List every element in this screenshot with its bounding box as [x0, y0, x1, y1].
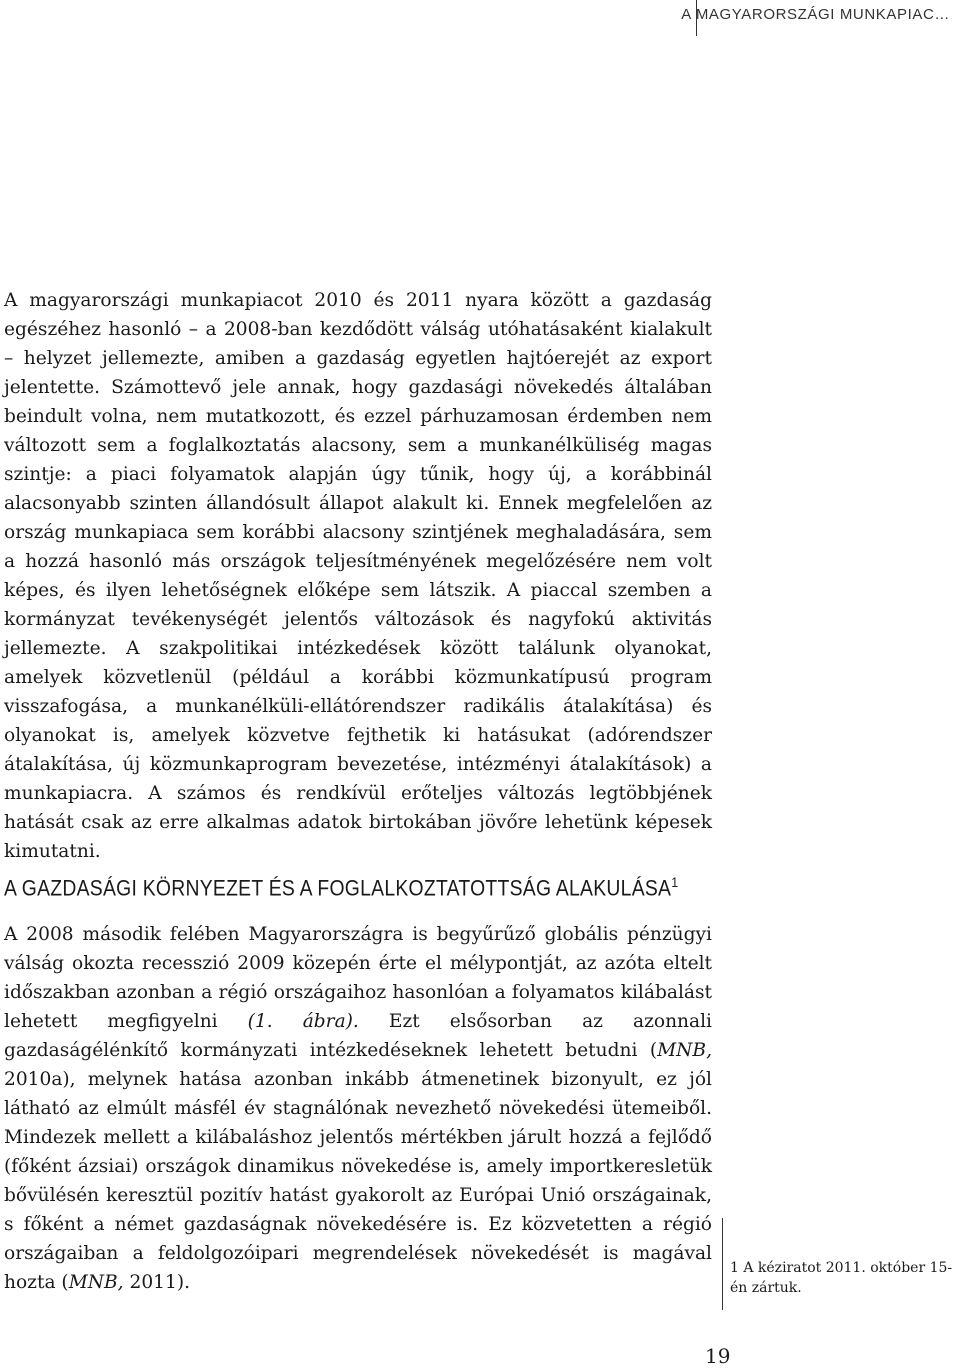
footnote-reference[interactable]: 1	[671, 874, 679, 890]
citation-mnb-2010a: MNB,	[657, 1040, 712, 1061]
section-text-2: Ezt elsősorban az azonnali gazdaságélénkítő kormányzati intézkedéseknek lehetett betudni (	[4, 1011, 712, 1061]
section-text-3: 2010a), melynek hatása azonban inkább átmenetinek bizonyult, ez jól látható az elmúlt másfél év stagnálónak nevezhető növekedési ütemeiből. Mindezek mellett a kilábaláshoz jelentős mértékben járult hozzá a fejlődő (főként ázsiai) országok dinamikus növekedése is, amely importkeresletük bővülésén keresztül pozitív hatást gyakorolt az Európai Unió országainak, s főként a német gazdaságnak növekedésére is. Ez közvetetten a régió országaiban a feldolgozóipari megrendelések növekedését is magával hozta (	[4, 1069, 712, 1293]
running-header: A MAGYARORSZÁGI MUNKAPIAC…	[681, 6, 950, 23]
citation-mnb-2011: MNB,	[68, 1272, 124, 1293]
section-text-1: A 2008 második felében Magyarországra is begyűrűző globális pénzügyi válság okozta recesszió 2009 közepén érte el mélypontját, az azóta eltelt időszakban azonban a régió országaihoz hasonlóan a folyamatos kilábalást lehetett megfigyelni	[4, 924, 712, 1032]
figure-reference[interactable]: (1. ábra).	[247, 1011, 359, 1032]
section-body	[4, 920, 712, 1297]
page-number: 19	[705, 1344, 731, 1368]
intro-paragraph: A magyarországi munkapiacot 2010 és 2011 nyara között a gazdaság egészéhez hasonló – a 2008-ban kezdődött válság utóhatásaként kialakult – helyzet jellemezte, amiben a gazdaság egyetlen hajtóerejét az export jelentette. Számottevő jele annak, hogy gazdasági növekedés általában beindult volna, nem mutatkozott, és ezzel párhuzamosan érdemben nem változott sem a foglalkoztatás alacsony, sem a munkanélküliség magas szintje: a piaci folyamatok alapján úgy tűnik, hogy új, a korábbinál alacsonyabb szinten állandósult állapot alakult ki. Ennek megfelelően az ország munkapiaca sem korábbi alacsony szintjének meghaladására, sem a hozzá hasonló más országok teljesítményének megelőzésére nem volt képes, és ilyen lehetőségnek előképe sem látszik. A piaccal szemben a kormányzat tevékenységét jelentős változások és nagyfokú aktivitás jellemezte. A szakpolitikai intézkedések között találunk olyanokat, amelyek közvetlenül (például a korábbi közmunkatípusú program visszafogása, a munkanélküli-ellátórendszer radikális átalakítása) és olyanokat is, amelyek közvetve fejthetik ki hatásukat (adórendszer átalakítása, új közmunkaprogram bevezetése, intézményi átalakítások) a munkapiacra. A számos és rendkívül erőteljes változás legtöbbjének hatását csak az erre alkalmas adatok birtokában jövőre lehetünk képesek kimutatni.	[4, 290, 712, 862]
section-text-4: 2011).	[123, 1272, 190, 1293]
footnote-rule	[722, 1218, 723, 1310]
footnote: 1 A kéziratot 2011. október 15-én zártuk.	[730, 1260, 953, 1296]
intro-body	[4, 286, 712, 866]
section-heading-text: A GAZDASÁGI KÖRNYEZET ÉS A FOGLALKOZTATOTTSÁG ALAKULÁSA	[4, 875, 672, 901]
section-heading	[4, 874, 679, 901]
section-paragraph	[4, 920, 712, 1297]
